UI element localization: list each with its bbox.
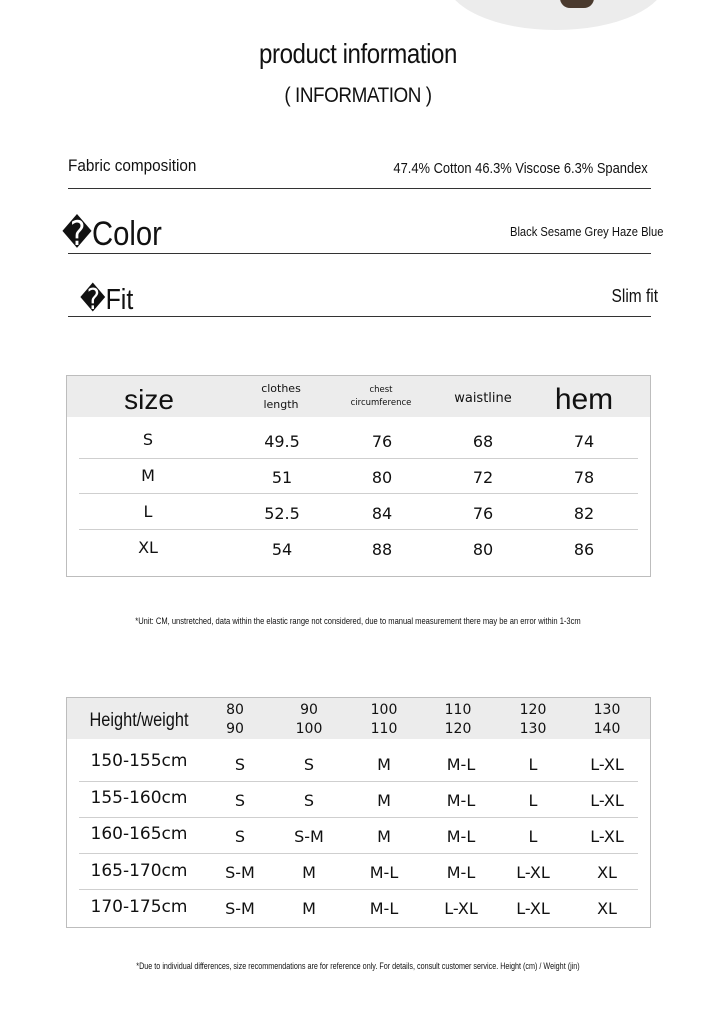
size-cell: S [303, 791, 315, 810]
waist-cell: 76 [472, 504, 494, 523]
row-divider [79, 458, 638, 459]
size-cell: L [143, 502, 153, 521]
size-cell: S [234, 827, 246, 846]
chest-cell: 84 [371, 504, 393, 523]
hem-cell: 86 [573, 540, 595, 559]
size-cell: XL [597, 899, 617, 918]
waist-cell: 68 [472, 432, 494, 451]
recommendation-table [66, 697, 651, 928]
weight-header [279, 701, 339, 739]
size-cell: XL [138, 538, 158, 557]
size-cell: M [302, 863, 316, 882]
size-cell: S [142, 430, 154, 449]
length-cell: 51 [271, 468, 293, 487]
weight-min: 80 [226, 702, 244, 718]
weight-max: 120 [444, 721, 472, 737]
row-divider [79, 817, 638, 818]
header-hem: hem [554, 383, 614, 416]
size-cell: M-L [369, 863, 399, 882]
hem-cell: 82 [573, 504, 595, 523]
header-waist: waistline [454, 391, 512, 406]
color-value: Black Sesame Grey Haze Blue [509, 224, 663, 239]
size-cell: M [377, 827, 391, 846]
size-cell: L-XL [516, 899, 550, 918]
fit-value: Slim fit [611, 286, 658, 306]
header-chest-line2: circumference [350, 398, 412, 408]
size-cell: L-XL [590, 827, 624, 846]
size-cell: S-M [225, 863, 255, 882]
size-note: *Unit: CM, unstretched, data within the elastic range not considered, due to manual measurement there may be an error within 1-3cm [135, 616, 581, 626]
fabric-value: 47.4% Cotton 46.3% Viscose 6.3% Spandex [393, 160, 648, 177]
size-cell: S-M [225, 899, 255, 918]
waist-cell: 80 [472, 540, 494, 559]
size-cell: S-M [294, 827, 324, 846]
length-cell: 54 [271, 540, 293, 559]
length-cell: 52.5 [264, 504, 300, 523]
size-cell: S [234, 791, 246, 810]
divider [68, 316, 651, 317]
product-image-fragment [446, 0, 666, 30]
size-cell: M [377, 755, 391, 774]
weight-min: 130 [593, 702, 621, 718]
header-length-line1: clothes [261, 382, 301, 395]
weight-min: 100 [370, 702, 398, 718]
row-divider [79, 781, 638, 782]
chest-cell: 80 [371, 468, 393, 487]
weight-max: 110 [370, 721, 398, 737]
weight-min: 110 [444, 702, 472, 718]
header-chest [331, 384, 431, 410]
size-cell: S [234, 755, 246, 774]
size-cell: M-L [446, 863, 476, 882]
weight-header [205, 701, 265, 739]
divider [68, 253, 651, 254]
height-cell: 155-160cm [90, 788, 188, 808]
size-cell: L-XL [590, 755, 624, 774]
header-chest-line1: chest [369, 385, 393, 395]
size-cell: M-L [446, 755, 476, 774]
weight-header [503, 701, 563, 739]
height-cell: 160-165cm [90, 824, 188, 844]
size-table [66, 375, 651, 577]
size-cell: L-XL [516, 863, 550, 882]
size-cell: M-L [446, 791, 476, 810]
height-cell: 150-155cm [90, 751, 188, 771]
weight-max: 90 [226, 721, 244, 737]
size-cell: L [528, 827, 538, 846]
header-length [231, 381, 331, 413]
row-divider [79, 889, 638, 890]
hem-cell: 74 [573, 432, 595, 451]
length-cell: 49.5 [264, 432, 300, 451]
row-divider [79, 529, 638, 530]
page-subtitle: ( INFORMATION ) [284, 84, 432, 107]
header-size: size [124, 384, 174, 415]
weight-header [428, 701, 488, 739]
size-cell: L [528, 755, 538, 774]
size-cell: XL [597, 863, 617, 882]
hem-cell: 78 [573, 468, 595, 487]
color-label: �Color [62, 215, 162, 253]
height-cell: 165-170cm [90, 861, 188, 881]
header-height-weight: Height/weight [89, 710, 189, 731]
weight-max: 100 [295, 721, 323, 737]
divider [68, 188, 651, 189]
fit-label: �Fit [80, 284, 134, 316]
weight-min: 120 [519, 702, 547, 718]
chest-cell: 88 [371, 540, 393, 559]
chest-cell: 76 [371, 432, 393, 451]
weight-header [577, 701, 637, 739]
size-cell: L-XL [590, 791, 624, 810]
row-divider [79, 853, 638, 854]
size-cell: M [141, 466, 155, 485]
size-cell: S [303, 755, 315, 774]
size-cell: M [377, 791, 391, 810]
size-cell: M [302, 899, 316, 918]
header-length-line2: length [263, 398, 299, 411]
row-divider [79, 493, 638, 494]
size-cell: M-L [446, 827, 476, 846]
fabric-label: Fabric composition [68, 156, 197, 175]
page-title: product information [259, 38, 457, 69]
recommendation-note: *Due to individual differences, size recommendations are for reference only. For details, consult customer service. Height (cm) / Weight (jin) [136, 961, 580, 971]
waist-cell: 72 [472, 468, 494, 487]
weight-max: 130 [519, 721, 547, 737]
weight-min: 90 [300, 702, 318, 718]
size-cell: M-L [369, 899, 399, 918]
height-cell: 170-175cm [90, 897, 188, 917]
weight-header [354, 701, 414, 739]
size-cell: L-XL [444, 899, 478, 918]
weight-max: 140 [593, 721, 621, 737]
size-cell: L [528, 791, 538, 810]
